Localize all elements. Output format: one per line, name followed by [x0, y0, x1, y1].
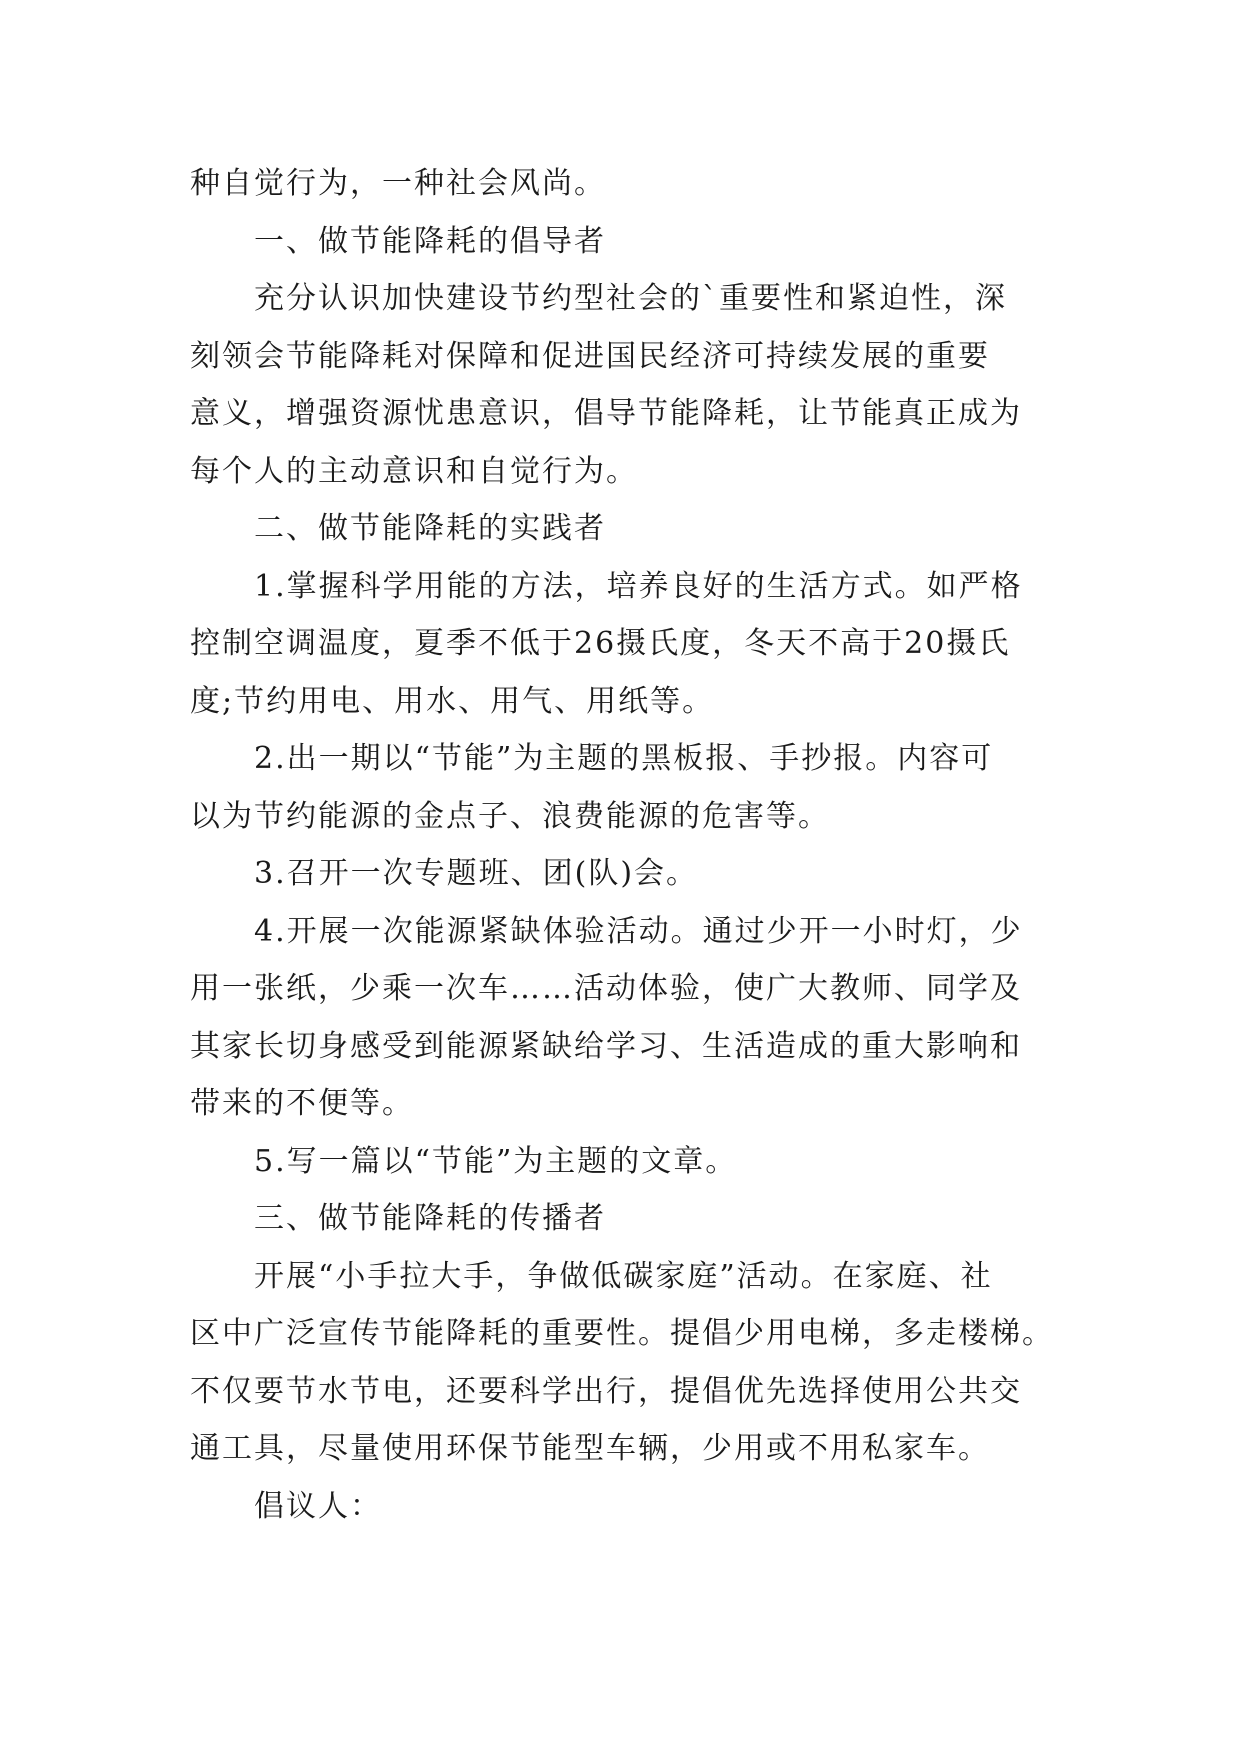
text-line: 意义，增强资源忧患意识，倡导节能降耗，让节能真正成为 — [190, 396, 1022, 431]
text-line: 通工具，尽量使用环保节能型车辆，少用或不用私家车。 — [190, 1431, 990, 1466]
list-item: 4.开展一次能源紧缺体验活动。通过少开一小时灯，少 — [254, 913, 1023, 949]
section-heading: 三、做节能降耗的传播者 — [254, 1201, 606, 1236]
list-item: 1.掌握科学用能的方法，培养良好的生活方式。如严格 — [254, 568, 1023, 604]
section-heading: 一、做节能降耗的倡导者 — [254, 223, 606, 259]
list-item: 2.出一期以“节能”为主题的黑板报、手抄报。内容可 — [254, 741, 994, 776]
signature-label: 倡议人： — [254, 1488, 382, 1524]
text-line: 以为节约能源的金点子、浪费能源的危害等。 — [190, 798, 830, 834]
text-line: 刻领会节能降耗对保障和促进国民经济可持续发展的重要 — [190, 338, 990, 374]
text-line: 开展“小手拉大手，争做低碳家庭”活动。在家庭、社 — [254, 1258, 993, 1294]
text-line: 带来的不便等。 — [190, 1086, 414, 1121]
document-body — [190, 155, 1058, 1535]
text-line: 其家长切身感受到能源紧缺给学习、生活造成的重大影响和 — [190, 1028, 1022, 1064]
text-line: 充分认识加快建设节约型社会的`重要性和紧迫性，深 — [254, 281, 1007, 316]
text-line: 控制空调温度，夏季不低于26摄氏度，冬天不高于20摄氏 — [190, 626, 1011, 661]
text-line: 不仅要节水节电，还要科学出行，提倡优先选择使用公共交 — [190, 1373, 1022, 1409]
text-line: 种自觉行为，一种社会风尚。 — [190, 166, 606, 201]
list-item: 5.写一篇以“节能”为主题的文章。 — [254, 1143, 738, 1179]
text-line: 区中广泛宣传节能降耗的重要性。提倡少用电梯，多走楼梯。 — [190, 1316, 1054, 1351]
text-line: 度;节约用电、用水、用气、用纸等。 — [190, 683, 715, 719]
section-heading: 二、做节能降耗的实践者 — [254, 511, 606, 546]
text-line: 用一张纸，少乘一次车……活动体验，使广大教师、同学及 — [190, 971, 1022, 1006]
list-item: 3.召开一次专题班、团(队)会。 — [254, 856, 699, 891]
text-line: 每个人的主动意识和自觉行为。 — [190, 453, 638, 489]
